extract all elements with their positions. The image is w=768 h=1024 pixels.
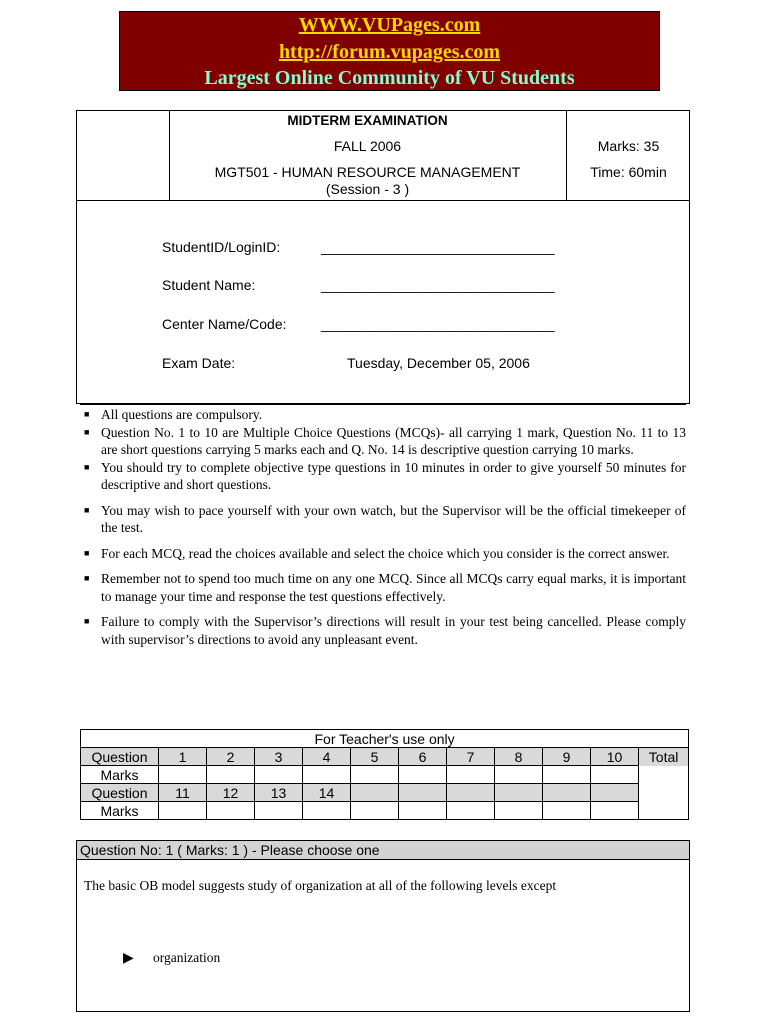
square-bullet-icon: ■ xyxy=(84,461,90,472)
marks-cell[interactable] xyxy=(591,802,639,820)
marks-time-cell xyxy=(566,111,690,200)
student-name-field[interactable]: ______________________________ xyxy=(321,277,555,293)
exam-title: MIDTERM EXAMINATION xyxy=(287,113,448,128)
instruction-item: ■ You may wish to pace yourself with your own watch, but the Supervisor will be the official timekeeper of the test. xyxy=(84,502,686,535)
empty-cell xyxy=(447,784,495,802)
empty-cell xyxy=(495,784,543,802)
exam-date-value: Tuesday, December 05, 2006 xyxy=(347,355,530,371)
marks-cell[interactable] xyxy=(255,802,303,820)
square-bullet-icon: ■ xyxy=(84,504,90,515)
instruction-item: ■ Remember not to spend too much time on any one MCQ. Since all MCQs carry equal marks, it is important to manage your time and response the test questions effectively. xyxy=(84,571,686,604)
question-number-cell: 12 xyxy=(207,784,255,802)
question-number-cell: 13 xyxy=(255,784,303,802)
exam-course-block xyxy=(169,164,566,198)
square-bullet-icon: ■ xyxy=(84,573,90,583)
exam-course: MGT501 - HUMAN RESOURCE MANAGEMENT xyxy=(214,164,521,180)
empty-cell xyxy=(351,784,399,802)
total-cell[interactable] xyxy=(639,784,689,802)
marks-cell[interactable] xyxy=(255,766,303,784)
marks-cell[interactable] xyxy=(495,766,543,784)
question-number-cell: 3 xyxy=(255,748,303,766)
marks-row-label: Marks xyxy=(81,802,159,820)
marks-cell[interactable] xyxy=(495,802,543,820)
question-row-label: Question xyxy=(81,748,159,766)
play-arrow-icon[interactable]: ▶ xyxy=(123,949,134,965)
instruction-item: ■ All questions are compulsory. xyxy=(84,407,263,422)
exam-header-box xyxy=(76,110,690,404)
marks-cell[interactable] xyxy=(159,766,207,784)
marks-cell[interactable] xyxy=(543,766,591,784)
question-number-cell: 10 xyxy=(591,748,639,766)
question-number-cell: 11 xyxy=(159,784,207,802)
banner-tagline: Largest Online Community of VU Students xyxy=(204,67,575,89)
header-divider xyxy=(77,200,689,201)
exam-date-label: Exam Date: xyxy=(162,355,236,371)
instructions-list xyxy=(80,404,686,648)
instruction-item: ■ Failure to comply with the Supervisor’s directions will result in your test being cancelled. Please comply with supervisor’s directions to avoid any unpleasant event. xyxy=(84,614,686,647)
marks-cell[interactable] xyxy=(303,766,351,784)
marks-cell[interactable] xyxy=(207,766,255,784)
question-number-cell: 14 xyxy=(303,784,351,802)
exam-session: (Session - 3 ) xyxy=(325,181,410,197)
square-bullet-icon: ■ xyxy=(84,616,90,626)
instruction-item: ■ You should try to complete objective type questions in 10 minutes in order to give yourself 50 minutes for descriptive and short questions. xyxy=(84,459,686,492)
total-header-cell: Total xyxy=(639,748,689,766)
question-number-cell: 2 xyxy=(207,748,255,766)
square-bullet-icon: ■ xyxy=(84,547,90,558)
marks-cell[interactable] xyxy=(399,802,447,820)
question-number-cell: 7 xyxy=(447,748,495,766)
site-banner xyxy=(119,11,660,91)
question-number-cell: 8 xyxy=(495,748,543,766)
question-number-cell: 4 xyxy=(303,748,351,766)
question-number-cell: 6 xyxy=(399,748,447,766)
marks-cell[interactable] xyxy=(351,802,399,820)
marks-cell[interactable] xyxy=(447,802,495,820)
question-text: The basic OB model suggests study of organization at all of the following levels except xyxy=(84,878,557,893)
square-bullet-icon: ■ xyxy=(84,426,90,437)
answer-choice[interactable]: organization xyxy=(153,950,221,965)
marks-cell[interactable] xyxy=(351,766,399,784)
marks-cell[interactable] xyxy=(159,802,207,820)
question-number-cell: 9 xyxy=(543,748,591,766)
logo-cell xyxy=(77,111,170,200)
empty-cell xyxy=(591,784,639,802)
question-box xyxy=(76,840,690,1012)
student-id-field[interactable]: ______________________________ xyxy=(321,239,555,255)
marks-cell[interactable] xyxy=(591,766,639,784)
instruction-item: ■ Question No. 1 to 10 are Multiple Choice Questions (MCQs)- all carrying 1 mark, Question No. 11 to 13 are short questions carrying 5 marks each and Q. No. 14 is descriptive question carrying 10 marks. xyxy=(84,424,686,457)
center-label: Center Name/Code: xyxy=(162,316,287,332)
marks-cell[interactable] xyxy=(207,802,255,820)
teacher-use-table xyxy=(80,729,689,820)
marks-cell[interactable] xyxy=(447,766,495,784)
empty-cell xyxy=(399,784,447,802)
center-field[interactable]: ______________________________ xyxy=(321,316,555,332)
question-header: Question No: 1 ( Marks: 1 ) - Please choose one xyxy=(77,841,689,860)
total-cell[interactable] xyxy=(639,802,689,820)
banner-website-link[interactable]: WWW.VUPages.com xyxy=(298,14,481,36)
question-row-label: Question xyxy=(81,784,159,802)
instruction-item: ■ For each MCQ, read the choices available and select the choice which you consider is the correct answer. xyxy=(84,545,670,561)
exam-info-cell xyxy=(169,111,566,200)
marks-cell[interactable] xyxy=(543,802,591,820)
exam-term: FALL 2006 xyxy=(333,138,402,154)
question-number-cell: 5 xyxy=(351,748,399,766)
total-cell[interactable] xyxy=(639,766,689,784)
student-name-label: Student Name: xyxy=(162,277,256,293)
square-bullet-icon: ■ xyxy=(84,409,90,419)
banner-forum-link[interactable]: http://forum.vupages.com xyxy=(278,40,501,63)
exam-time: Time: 60min xyxy=(590,164,667,180)
question-number-cell: 1 xyxy=(159,748,207,766)
marks-cell[interactable] xyxy=(303,802,351,820)
teacher-table-title: For Teacher's use only xyxy=(81,730,689,748)
marks-cell[interactable] xyxy=(399,766,447,784)
student-id-label: StudentID/LoginID: xyxy=(162,239,281,255)
marks-row-label: Marks xyxy=(81,766,159,784)
exam-marks: Marks: 35 xyxy=(597,138,660,154)
empty-cell xyxy=(543,784,591,802)
